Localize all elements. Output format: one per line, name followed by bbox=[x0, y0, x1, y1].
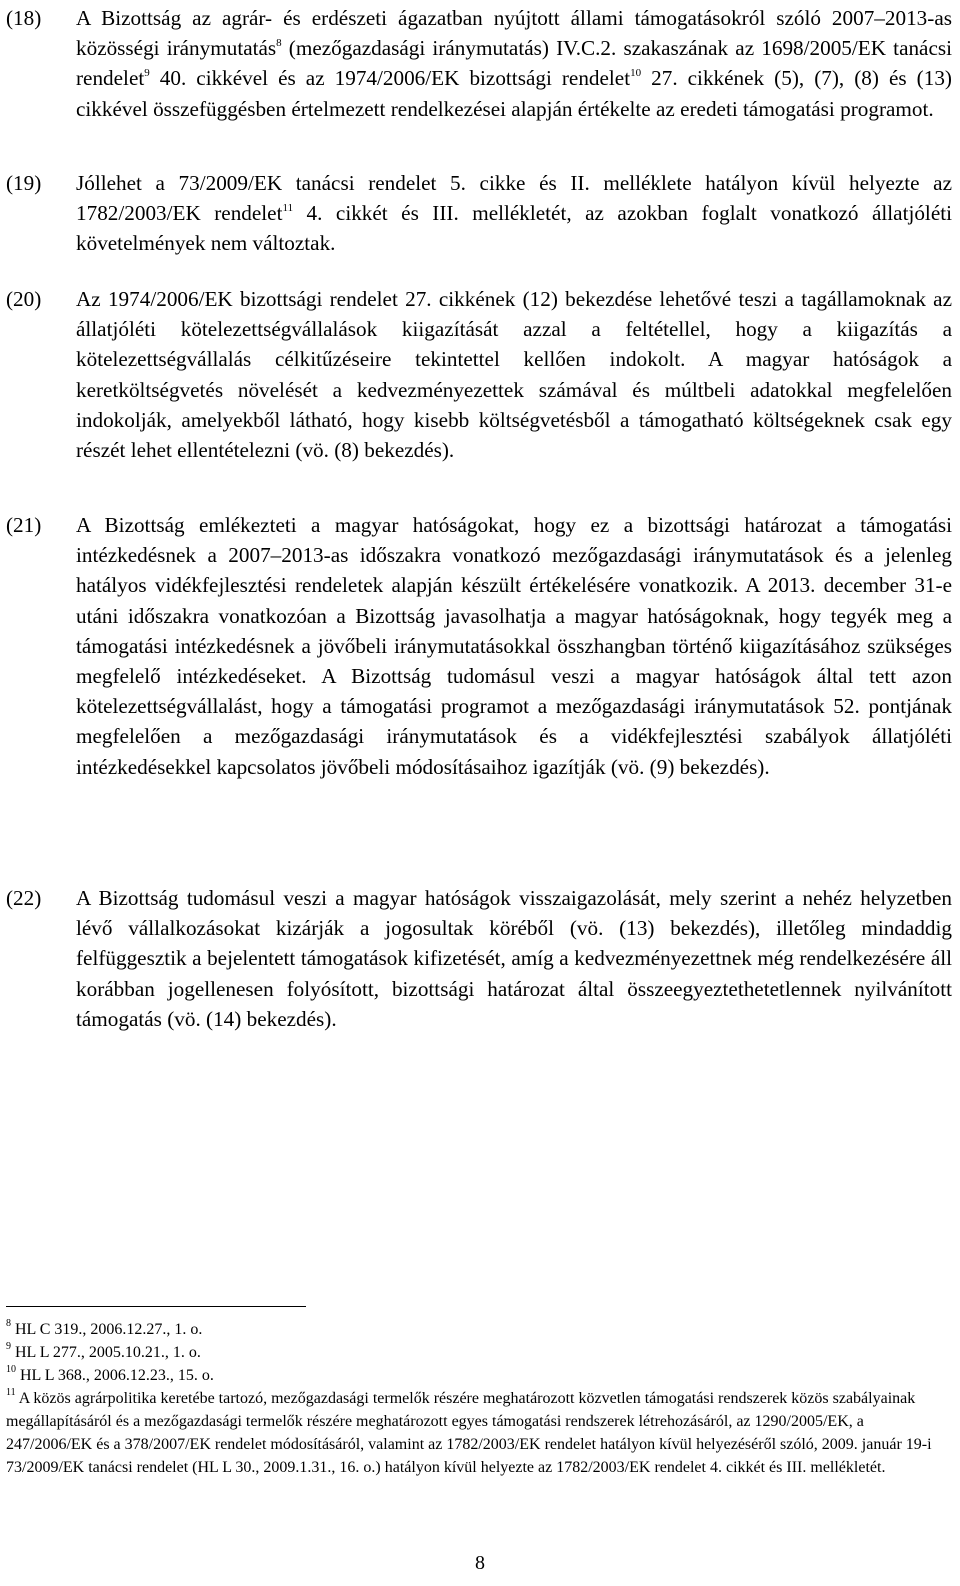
footnote-mark: 8 bbox=[6, 1317, 11, 1329]
paragraph-text: A Bizottság az agrár- és erdészeti ágazatban nyújtott állami támogatásokról szóló 2007–2013-as közösségi iránymutatás$^8$ (mezőgazdasági iránymutatás) IV.C.2. szakaszának az 1698/2005/EK tanácsi rendelet$^9$ 40. cikkével és az 1974/2006/EK bizottsági rendelet$^{10}$ 27. cikkének (5), (7), (8) és (13) cikkével összefüggésben értelmezett rendelkezései alapján értékelte az eredeti támogatási programot. bbox=[76, 6, 953, 121]
paragraph-number: (22) bbox=[6, 886, 42, 910]
paragraph-22 bbox=[6, 883, 952, 1034]
footnote-8: $^8$ HL C 319., 2006.12.27., 1. o. bbox=[6, 1317, 203, 1338]
footnote-mark: 10 bbox=[6, 1363, 16, 1375]
paragraph-text: A Bizottság emlékezteti a magyar hatóságokat, hogy ez a bizottsági határozat a támogatási intézkedésnek a 2007–2013-as időszakra vonatkozó mezőgazdasági iránymutatások és a jelenleg hatályos vidékfejlesztési rendeletek alapján készült értékelésére vonatkozik. A 2013. december 31-e utáni időszakra vonatkozóan a Bizottság javasolhatja a magyar hatóságoknak, hogy tegyék meg a támogatási intézkedésnek a jövőbeli iránymutatásokkal összhangban történő kiigazításához szükséges megfelelő intézkedéseket. A Bizottság tudomásul veszi a magyar hatóságok által tett azon kötelezettségvállalást, hogy a támogatási programot a mezőgazdasági iránymutatások 52. pontjának megfelelően a mezőgazdasági iránymutatások és a vidékfejlesztési szabályok állatjóléti intézkedésekkel kapcsolatos jövőbeli módosításaihoz igazítják (vö. (9) bekezdés). bbox=[76, 513, 952, 779]
paragraph-number: (19) bbox=[6, 171, 42, 195]
footnote-ref-9[interactable]: 9 bbox=[144, 67, 150, 80]
footnote-11: $^{11}$ A közös agrárpolitika keretébe tartozó, mezőgazdasági termelők részére meghatározott közvetlen támogatási rendszerek közös szabályainak megállapításáról és a mezőgazdasági termelők részére meghatározott egyes támogatási rendszerek létrehozásáról, az 1290/2005/EK, a 247/2006/EK és a 378/2007/EK rendelet módosításáról, valamint az 1782/2003/EK rendelet hatályon kívül helyezéséről szóló, 2009. január 19-i 73/2009/EK tanácsi rendelet (HL L 30., 2009.1.31., 16. o.) hatályon kívül helyezte az 1782/2003/EK rendelet 4. cikkét és III. mellékletét. bbox=[6, 1386, 932, 1476]
paragraph-number: (20) bbox=[6, 287, 42, 311]
footnote-9: $^9$ HL L 277., 2005.10.21., 1. o. bbox=[6, 1340, 201, 1361]
footnote-ref-8[interactable]: 8 bbox=[276, 37, 282, 50]
paragraph-18 bbox=[6, 3, 952, 124]
paragraph-text: Jóllehet a 73/2009/EK tanácsi rendelet 5. cikke és II. melléklete hatályon kívül helyezte az 1782/2003/EK rendelet$^{11}$ 4. cikkét és III. mellékletét, az azokban foglalt vonatkozó állatjóléti követelmények nem változtak. bbox=[76, 171, 952, 256]
footnote-ref-10[interactable]: 10 bbox=[630, 67, 642, 80]
paragraph-19 bbox=[6, 168, 952, 259]
paragraph-text: A Bizottság tudomásul veszi a magyar hatóságok visszaigazolását, mely szerint a nehéz helyzetben lévő vállalkozásokat kizárják a jogosultak köréből (vö. (13) bekezdés), illetőleg mindaddig felfüggesztik a bejelentett támogatások kifizetését, amíg a kedvezményezettnek még rendelkezésére áll korábban jogellenesen folyósított, bizottsági határozat által összeegyeztethetetlennek nyilvánított támogatás (vö. (14) bekezdés). bbox=[76, 886, 952, 1031]
paragraph-20 bbox=[6, 284, 952, 465]
paragraph-number: (18) bbox=[6, 6, 42, 30]
footnote-separator bbox=[6, 1306, 306, 1307]
footnote-ref-11[interactable]: 11 bbox=[282, 202, 294, 215]
footnote-10: $^{10}$ HL L 368., 2006.12.23., 15. o. bbox=[6, 1363, 214, 1384]
footnotes bbox=[6, 1318, 952, 1479]
footnote-mark: 9 bbox=[6, 1340, 11, 1352]
footnote-mark: 11 bbox=[6, 1386, 16, 1398]
paragraph-text: Az 1974/2006/EK bizottsági rendelet 27. cikkének (12) bekezdése lehetővé teszi a tagállamoknak az állatjóléti kötelezettségvállalások kiigazítását azzal a feltétellel, hogy a kiigazítás a kötelezettségvállalás célkitűzéseire tekintettel kellően indokolt. A magyar hatóságok a keretköltségvetés növelését a kedvezményezettek számával és múltbeli adatokkal megfelelően indokolják, amelyekből látható, hogy kisebb költségvetésből a támogatható költségeknek csak egy részét lehet ellentételezni (vö. (8) bekezdés). bbox=[76, 287, 952, 463]
paragraph-21 bbox=[6, 510, 952, 782]
paragraph-number: (21) bbox=[6, 513, 42, 537]
page-number: 8 bbox=[475, 1552, 485, 1574]
